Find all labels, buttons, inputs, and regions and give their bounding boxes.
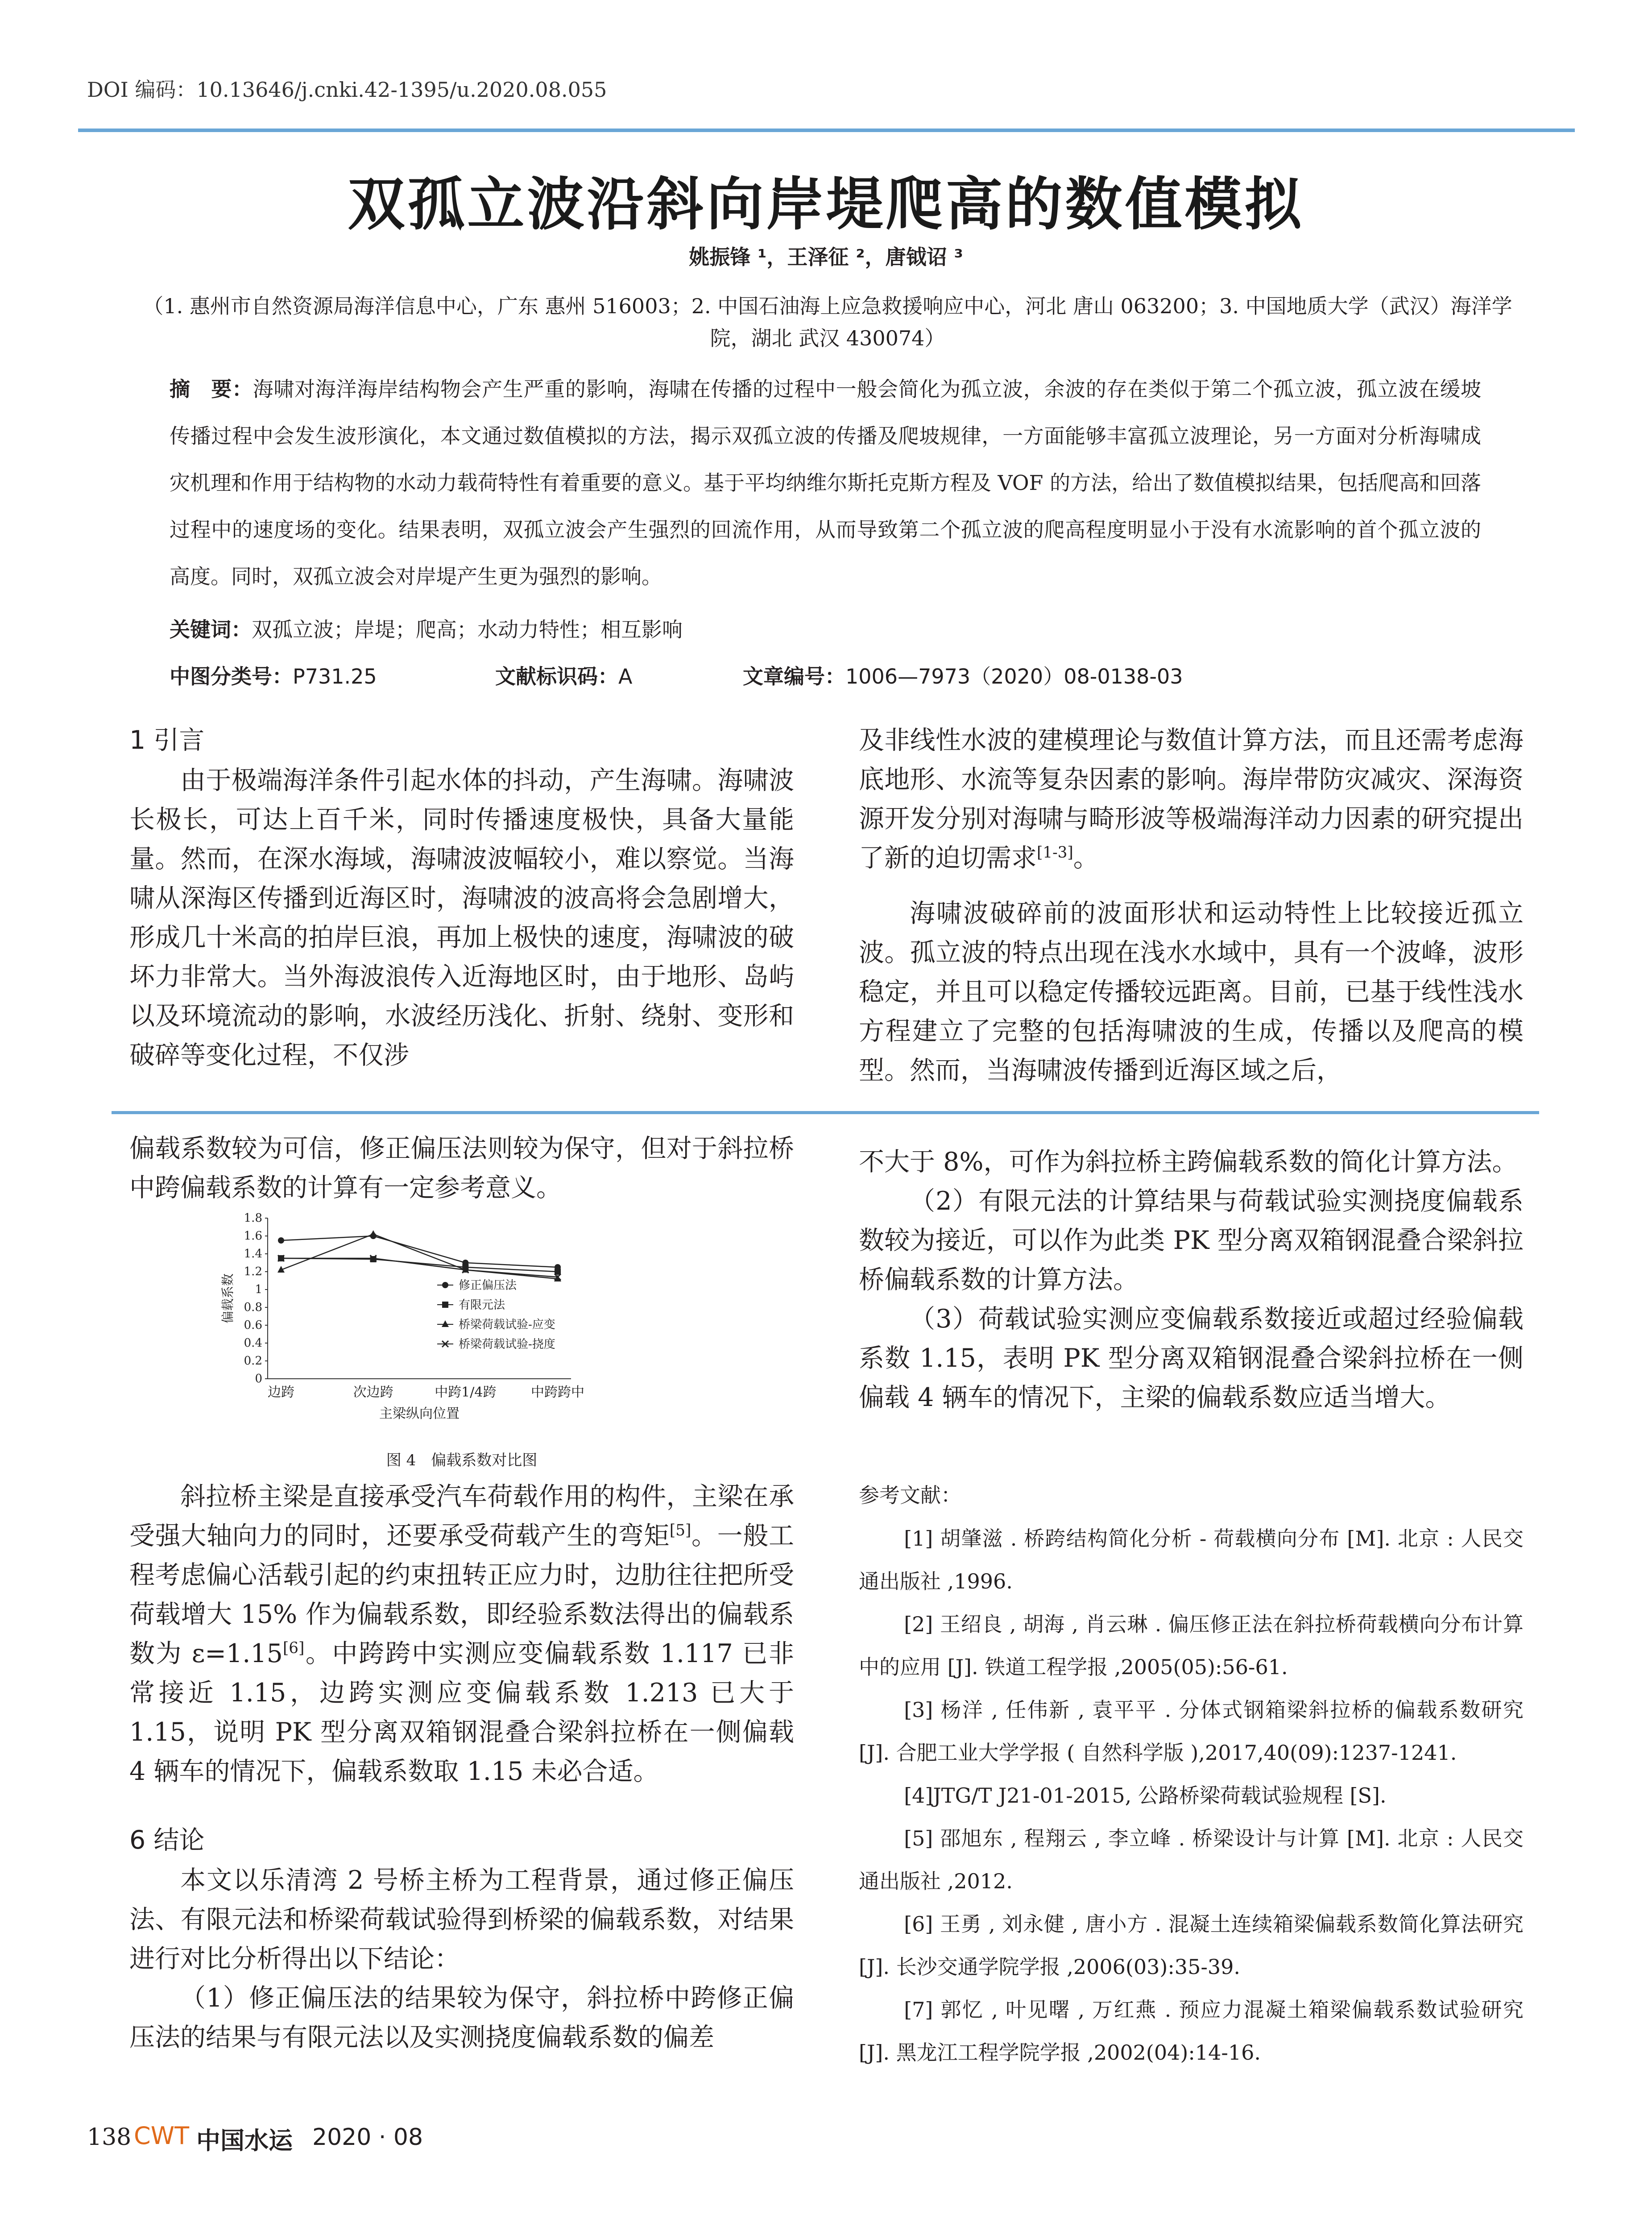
legend-marker (442, 1302, 448, 1308)
y-tick-label: 0.2 (244, 1354, 262, 1368)
conclusion-paragraph-3: 不大于 8%，可作为斜拉桥主跨偏载系数的简化计算方法。 (859, 1147, 1518, 1177)
series-line-3 (281, 1234, 558, 1279)
intro-paragraph-1: 由于极端海洋条件引起水体的抖动，产生海啸。海啸波长极长，可达上百千米，同时传播速度极快，具备大量能量。然而，在深水海域，海啸波波幅较小，难以察觉。当海啸从深海区传播到近海区时，海啸波的波高将会急剧增大，形成几十米高的拍岸巨浪，再加上极快的速度，海啸波的破坏力非常大。当外海波浪传入近海地区时，由于地形、岛屿以及环境流动的影响，水波经历浅化、折射、绕射、变形和破碎等变化过程，不仅涉 (129, 766, 794, 1070)
y-tick-label: 1.2 (244, 1265, 262, 1278)
document-code (495, 660, 632, 690)
offset-factor-chart (214, 1209, 727, 1459)
reference-item: [7] 郭忆 , 叶见曙 , 万红燕 . 预应力混凝土箱梁偏载系数试验研究 [J]. 黑龙江工程学院学报 ,2002(04):14-16. (859, 1998, 1524, 2065)
reference-item: [2] 王绍良 , 胡海 , 肖云琳 . 偏压修正法在斜拉桥荷载横向分布计算中的应用 [J]. 铁道工程学报 ,2005(05):56-61. (859, 1612, 1524, 1679)
y-tick-label: 1.8 (244, 1211, 262, 1225)
reference-item: [4]JTG/T J21-01-2015, 公路桥梁荷载试验规程 [S]. (904, 1783, 1387, 1808)
header-rule (78, 129, 1575, 132)
reference-item: [6] 王勇 , 刘永健 , 唐小方 . 混凝土连续箱梁偏载系数简化算法研究 [J]. 长沙交通学院学报 ,2006(03):35-39. (859, 1912, 1524, 1979)
doi-line: DOI 编码：10.13646/j.cnki.42-1395/u.2020.08.055 (87, 78, 607, 102)
journal-name: 中国水运 (196, 2127, 293, 2155)
x-tick-label: 中跨跨中 (531, 1385, 584, 1400)
y-tick-label: 1.4 (244, 1247, 262, 1261)
series-line-4 (281, 1258, 558, 1277)
reference-item: [3] 杨洋 , 任伟新 , 袁平平 . 分体式钢箱梁斜拉桥的偏载系数研究 [J]. 合肥工业大学学报 ( 自然科学版 ),2017,40(09):1237-1241. (859, 1698, 1524, 1765)
y-axis-label: 偏载系数 (220, 1273, 235, 1324)
abstract (170, 366, 1481, 600)
references-list (859, 1517, 1524, 2074)
doc-value: A (618, 664, 633, 688)
intro-right-column (859, 721, 1524, 1090)
x-tick-label: 边跨 (268, 1385, 294, 1400)
reference-item: [1] 胡肇滋 . 桥跨结构简化分析 - 荷载横向分布 [M]. 北京 : 人民交通出版社 ,1996. (859, 1526, 1524, 1593)
section-divider (112, 1111, 1539, 1114)
abstract-text: 海啸对海洋海岸结构物会产生严重的影响，海啸在传播的过程中一般会简化为孤立波，余波的存在类似于第二个孤立波，孤立波在缓坡传播过程中会发生波形演化，本文通过数值模拟的方法，揭示双孤立波的传播及爬坡规律，一方面能够丰富孤立波理论，另一方面对分析海啸成灾机理和作用于结构物的水动力载荷特性有着重要的意义。基于平均纳维尔斯托克斯方程及 VOF 的方法，给出了数值模拟结果，包括爬高和回落过程中的速度场的变化。结果表明，双孤立波会产生强烈的回流作用，从而导致第二个孤立波的爬高程度明显小于没有水流影响的首个孤立波的高度。同时，双孤立波会对岸堤产生更为强烈的影响。 (170, 377, 1482, 589)
legend-label: 有限元法 (459, 1298, 505, 1312)
prev-right-column (859, 1142, 1524, 1417)
references-heading: 参考文献： (859, 1483, 961, 1507)
citation: [1-3] (1037, 844, 1073, 862)
prev-paragraph-1: 偏载系数较为可信，修正偏压法则较为保守，但对于斜拉桥中跨偏载系数的计算有一定参考意义。 (129, 1134, 794, 1203)
data-point (278, 1237, 284, 1244)
doc-label: 文献标识码： (495, 664, 618, 688)
conclusion-heading: 6 结论 (129, 1825, 205, 1855)
affiliation: （1. 惠州市自然资源局海洋信息中心，广东 惠州 516003；2. 中国石油海上应急救援响应中心，河北 唐山 063200；3. 中国地质大学（武汉）海洋学院，湖北 武汉 430074） (143, 294, 1512, 350)
article-number (743, 660, 1183, 690)
x-tick-label: 次边跨 (353, 1385, 393, 1400)
legend-label: 修正偏压法 (459, 1279, 517, 1292)
data-point (555, 1269, 561, 1275)
abstract-label: 摘 要： (170, 377, 253, 401)
clc-value: P731.25 (293, 664, 377, 688)
y-tick-label: 0.8 (244, 1301, 262, 1314)
keywords (170, 614, 683, 643)
y-tick-label: 1.6 (244, 1229, 262, 1243)
intro-heading: 1 引言 (129, 726, 205, 755)
art-label: 文章编号： (743, 664, 845, 688)
legend-marker (442, 1320, 449, 1327)
y-tick-label: 0.6 (244, 1319, 262, 1332)
prev-left-bottom (129, 1477, 794, 1791)
y-tick-label: 0 (255, 1372, 262, 1385)
journal-brand: CWT (134, 2122, 190, 2150)
citation: [6] (282, 1639, 305, 1657)
data-point (370, 1230, 377, 1237)
conclusion-paragraph-1: 本文以乐清湾 2 号桥主桥为工程背景，通过修正偏压法、有限元法和桥梁荷载试验得到桥梁的偏载系数，对结果进行对比分析得出以下结论： (129, 1866, 794, 1974)
keywords-text: 双孤立波；岸堤；爬高；水动力特性；相互影响 (252, 618, 683, 642)
clc-number (170, 660, 377, 690)
art-value: 1006—7973（2020）08-0138-03 (845, 664, 1183, 688)
author-list: 姚振锋 ¹，王泽征 ²，唐钺诏 ³ (689, 245, 963, 269)
prev-left-top (129, 1129, 794, 1207)
journal-issue: 2020 · 08 (312, 2124, 423, 2151)
y-tick-label: 1 (255, 1283, 262, 1296)
legend-label: 桥梁荷载试验-应变 (459, 1318, 555, 1331)
reference-item: [5] 邵旭东 , 程翔云 , 李立峰 . 桥梁设计与计算 [M]. 北京 : 人民交通出版社 ,2012. (859, 1826, 1524, 1893)
conclusion-paragraph-2: （1）修正偏压法的结果较为保守，斜拉桥中跨修正偏压法的结果与有限元法以及实测挠度偏载系数的偏差 (129, 1983, 794, 2052)
x-tick-label: 中跨1/4跨 (435, 1385, 497, 1400)
keywords-label: 关键词： (170, 618, 252, 642)
clc-label: 中图分类号： (170, 664, 293, 688)
prev-paragraph-2: 斜拉桥主梁是直接承受汽车荷载作用的构件，主梁在承受强大轴向力的同时，还要承受荷载产生的弯矩[5]。一般工程考虑偏心活载引起的约束扭转正应力时，边肋往往把所受荷载增大 15% 作为偏载系数，即经验系数法得出的偏载系数为 ε=1.15[6]。中跨跨中实测应变偏载系数 1.117 已非常接近 1.15，边跨实测应变偏载系数 1.213 已大于 1.15，说明 PK 型分离双箱钢混叠合梁斜拉桥在一侧偏载 4 辆车的情况下，偏载系数取 1.15 未必合适。 (129, 1482, 795, 1786)
intro-paragraph-3: 海啸波破碎前的波面形状和运动特性上比较接近孤立波。孤立波的特点出现在浅水水域中，具有一个波峰，波形稳定，并且可以稳定传播较远距离。目前，已基于线性浅水方程建立了完整的包括海啸波的生成，传播以及爬高的模型。然而，当海啸波传播到近海区域之后， (859, 899, 1524, 1085)
paper-title: 双孤立波沿斜向岸堤爬高的数值模拟 (348, 171, 1304, 238)
intro-left-column (129, 761, 794, 1075)
citation: [5] (669, 1522, 691, 1539)
conclusion-paragraph-4: （2）有限元法的计算结果与荷载试验实测挠度偏载系数较为接近，可以作为此类 PK 型分离双箱钢混叠合梁斜拉桥偏载系数的计算方法。 (859, 1186, 1524, 1294)
y-tick-label: 0.4 (244, 1336, 262, 1350)
legend-marker (442, 1282, 448, 1288)
x-axis-label: 主梁纵向位置 (379, 1406, 460, 1422)
conclusion-left (129, 1861, 794, 2057)
chart-caption: 图 4 偏载系数对比图 (386, 1451, 538, 1469)
conclusion-paragraph-5: （3）荷载试验实测应变偏载系数接近或超过经验偏载系数 1.15，表明 PK 型分离双箱钢混叠合梁斜拉桥在一侧偏载 4 辆车的情况下，主梁的偏载系数应适当增大。 (859, 1304, 1524, 1412)
intro-paragraph-2: 及非线性水波的建模理论与数值计算方法，而且还需考虑海底地形、水流等复杂因素的影响。海岸带防灾减灾、深海资源开发分别对海啸与畸形波等极端海洋动力因素的研究提出了新的迫切需求[1-3]。 (859, 726, 1524, 873)
legend-label: 桥梁荷载试验-挠度 (459, 1338, 555, 1351)
page-number: 138 (87, 2124, 132, 2151)
